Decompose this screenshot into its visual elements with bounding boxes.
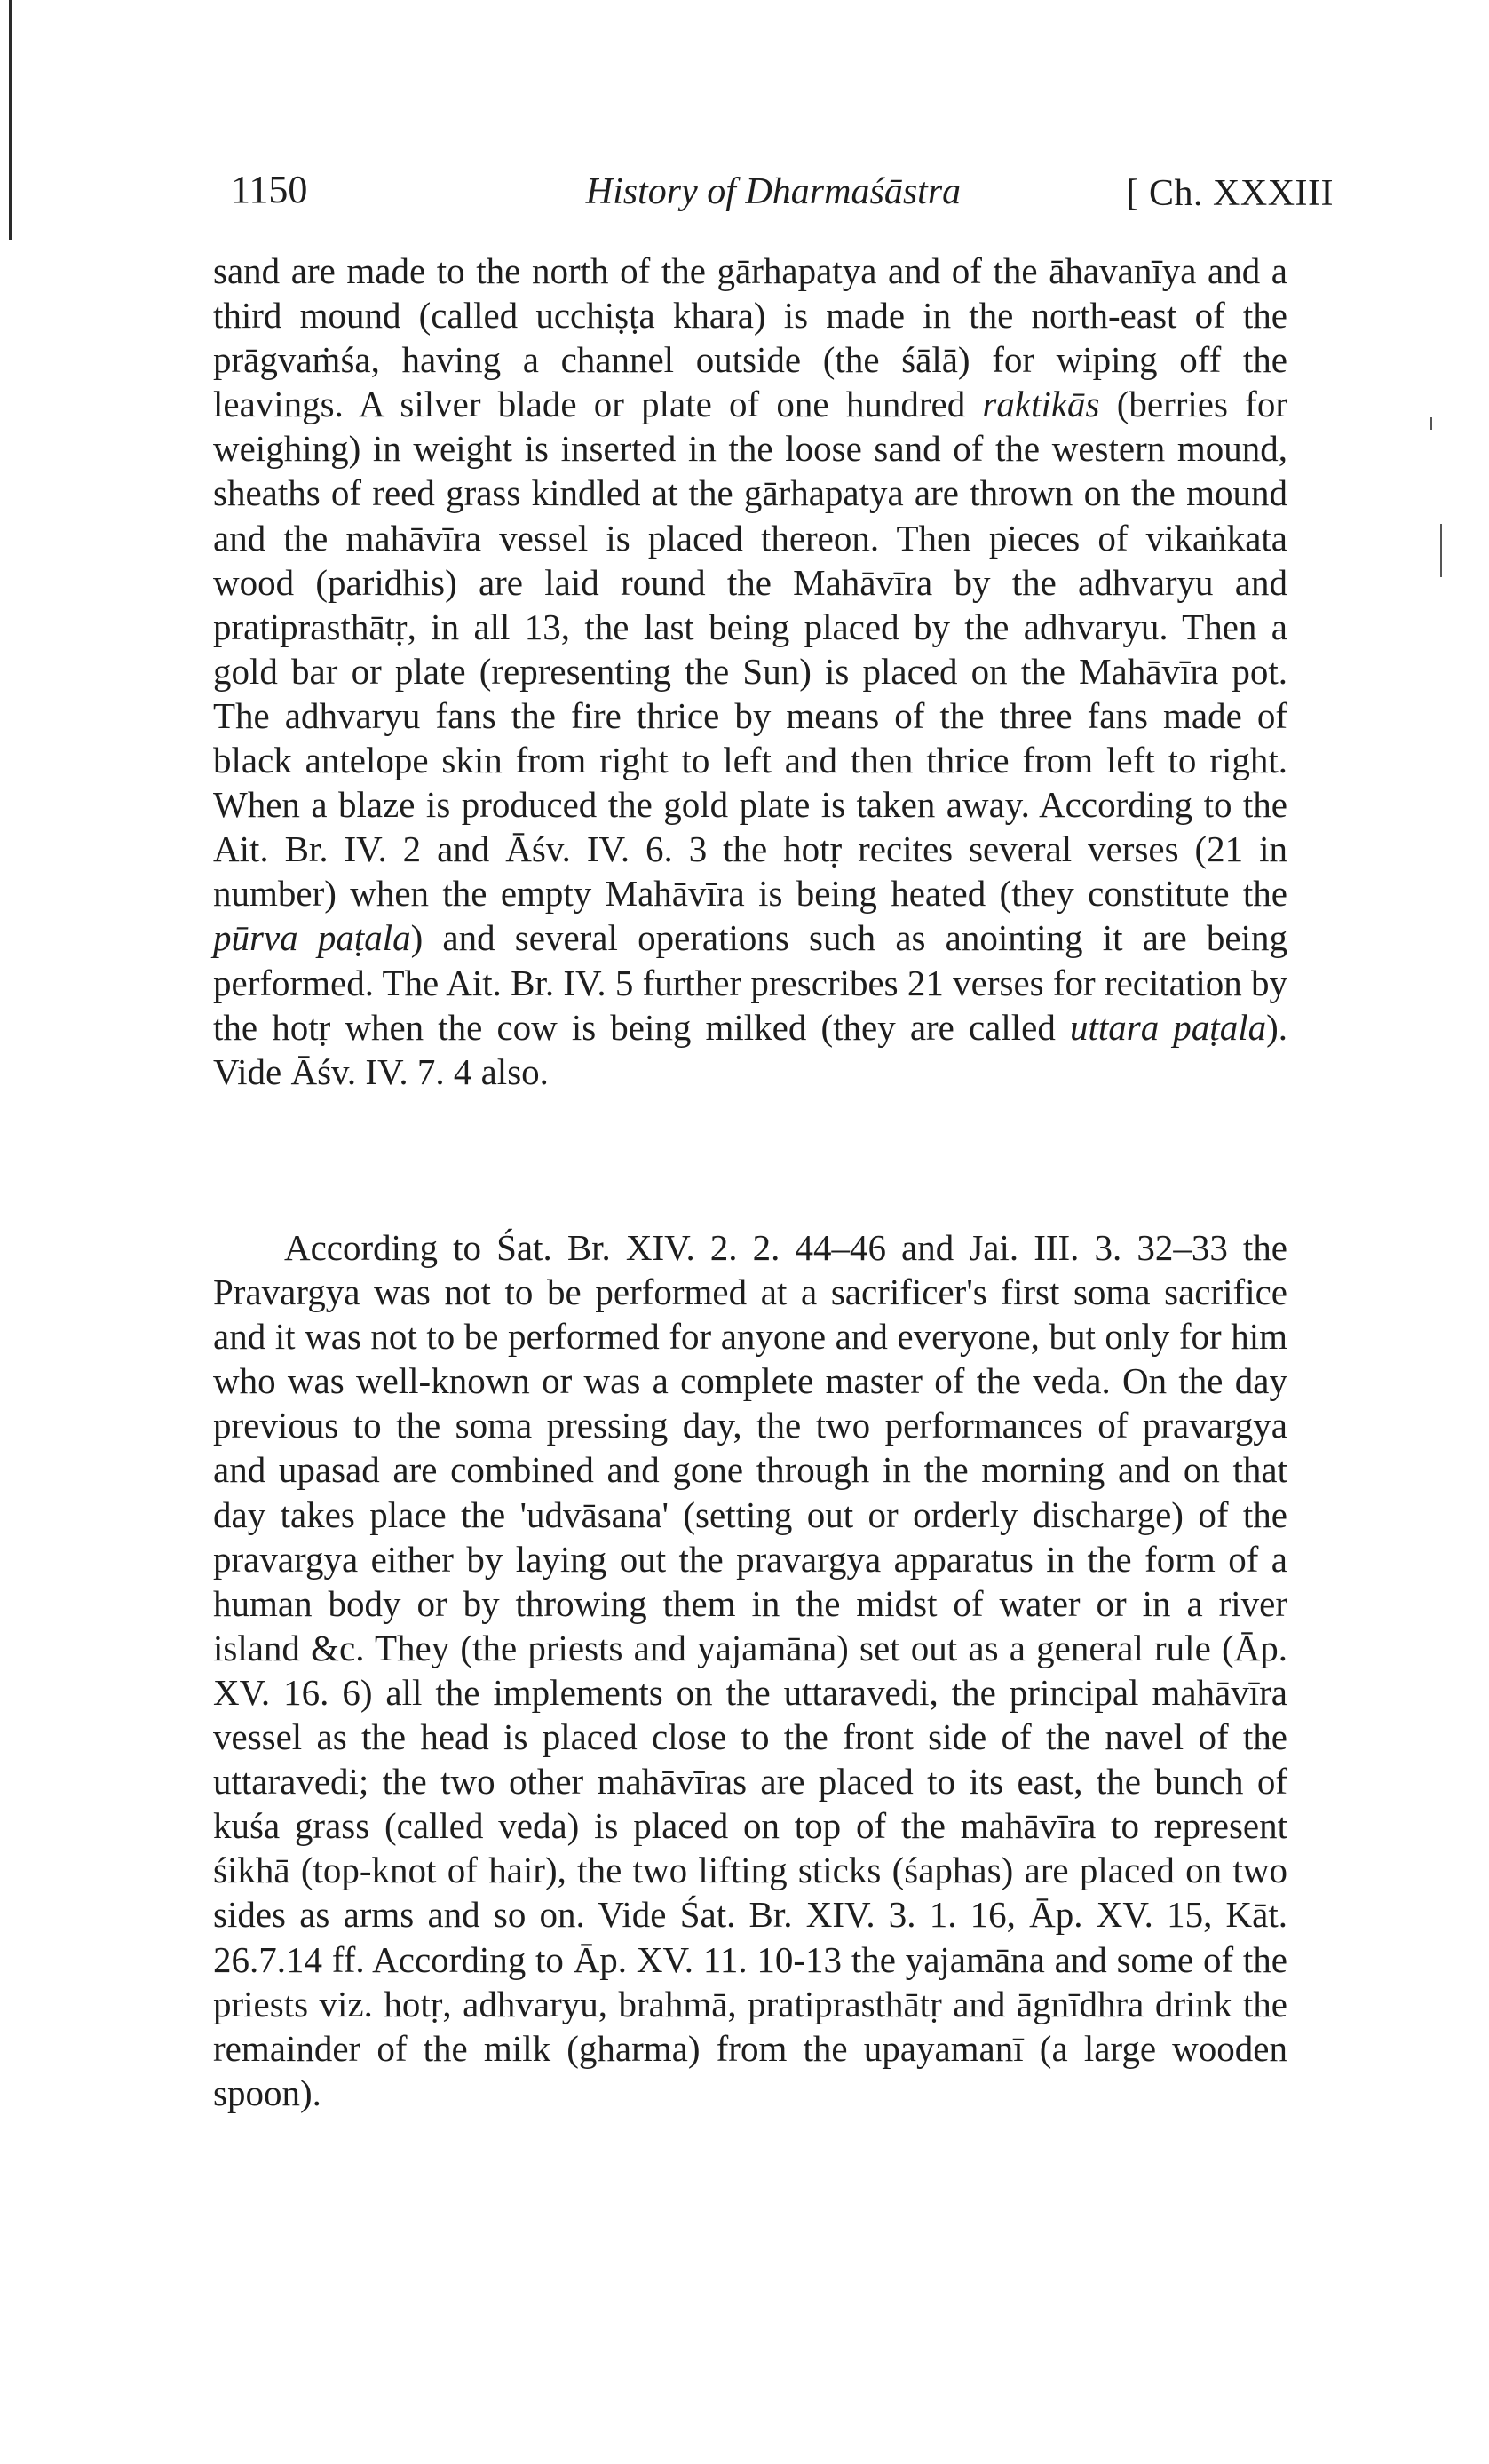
scan-artifact-mark [1440,524,1442,577]
running-title: History of Dharmaśāstra [585,171,962,212]
italic-term: raktikās [982,384,1100,425]
scan-artifact-mark [1430,417,1432,430]
paragraph-text [213,249,1287,1094]
chapter-label: [ Ch. XXXIII [1126,173,1334,214]
text-run: ). Vide Āśv. IV. 7. 4 also. [213,1006,1287,1092]
text-run: ) and several operations such as anointing it are being performed. The Ait. Br. IV. 5 further prescribes 21 verses for recitation by the hotṛ when the cow is being milked (they are called [213,917,1287,1048]
paragraph-2 [213,1225,1287,2115]
italic-term: uttara paṭala [1069,1006,1267,1048]
text-run: (berries for weighing) in weight is inserted in the loose sand of the western mound, sheaths of reed grass kindled at the gārhapatya are thrown on the mound and the mahāvīra vessel is placed thereon. Then pieces of vikaṅkata wood (paridhis) are laid round the Mahāvīra by the adhvaryu and pratiprasthātṛ, in all 13, the last being placed by the adhvaryu. Then a gold bar or plate (representing the Sun) is placed on the Mahāvīra pot. The adhvaryu fans the fire thrice by means of the three fans made of black antelope skin from right to left and then thrice from left to right. When a blaze is produced the gold plate is taken away. According to the Ait. Br. IV. 2 and Āśv. IV. 6. 3 the hotṛ recites several verses (21 in number) when the empty Mahāvīra is being heated (they constitute the [213,384,1287,915]
page-number: 1150 [231,168,308,211]
italic-term: pūrva paṭala [213,917,411,959]
paragraph-1 [213,249,1287,1094]
paragraph-text: According to Śat. Br. XIV. 2. 2. 44–46 and Jai. III. 3. 32–33 the Pravargya was not to be performed at a sacrificer's first soma sacrifice and it was not to be performed for anyone and everyone, but only for him who was well-known or was a complete master of the veda. On the day previous to the soma pressing day, the two performances of pravargya and upasad are combined and gone through in the morning and on that day takes place the 'udvāsana' (setting out or orderly discharge) of the pravargya either by laying out the pravargya apparatus in the form of a human body or by throwing them in the midst of water or in a river island &c. They (the priests and yajamāna) set out as a general rule (Āp. XV. 16. 6) all the implements on the uttaravedi, the principal mahāvīra vessel as the head is placed close to the front side of the navel of the uttaravedi; the two other mahāvīras are placed to its east, the bunch of kuśa grass (called veda) is placed on top of the mahāvīra to represent śikhā (top-knot of hair), the two lifting sticks (śaphas) are placed on two sides as arms and so on. Vide Śat. Br. XIV. 3. 1. 16, Āp. XV. 15, Kāt. 26.7.14 ff. According to Āp. XV. 11. 10-13 the yajamāna and some of the priests viz. hotṛ, adhvaryu, brahmā, pratiprasthātṛ and āgnīdhra drink the remainder of the milk (gharma) from the upayamanī (a large wooden spoon). [213,1227,1287,2113]
page-header [213,167,1334,220]
text-run: sand are made to the north of the gārhapatya and of the āhavanīya and a third mound (called ucchiṣṭa khara) is made in the north-east of the prāgvaṁśa, having a channel outside (the śālā) for wiping off the leavings. A silver blade or plate of one hundred [213,250,1287,425]
binding-edge-line [9,0,12,240]
